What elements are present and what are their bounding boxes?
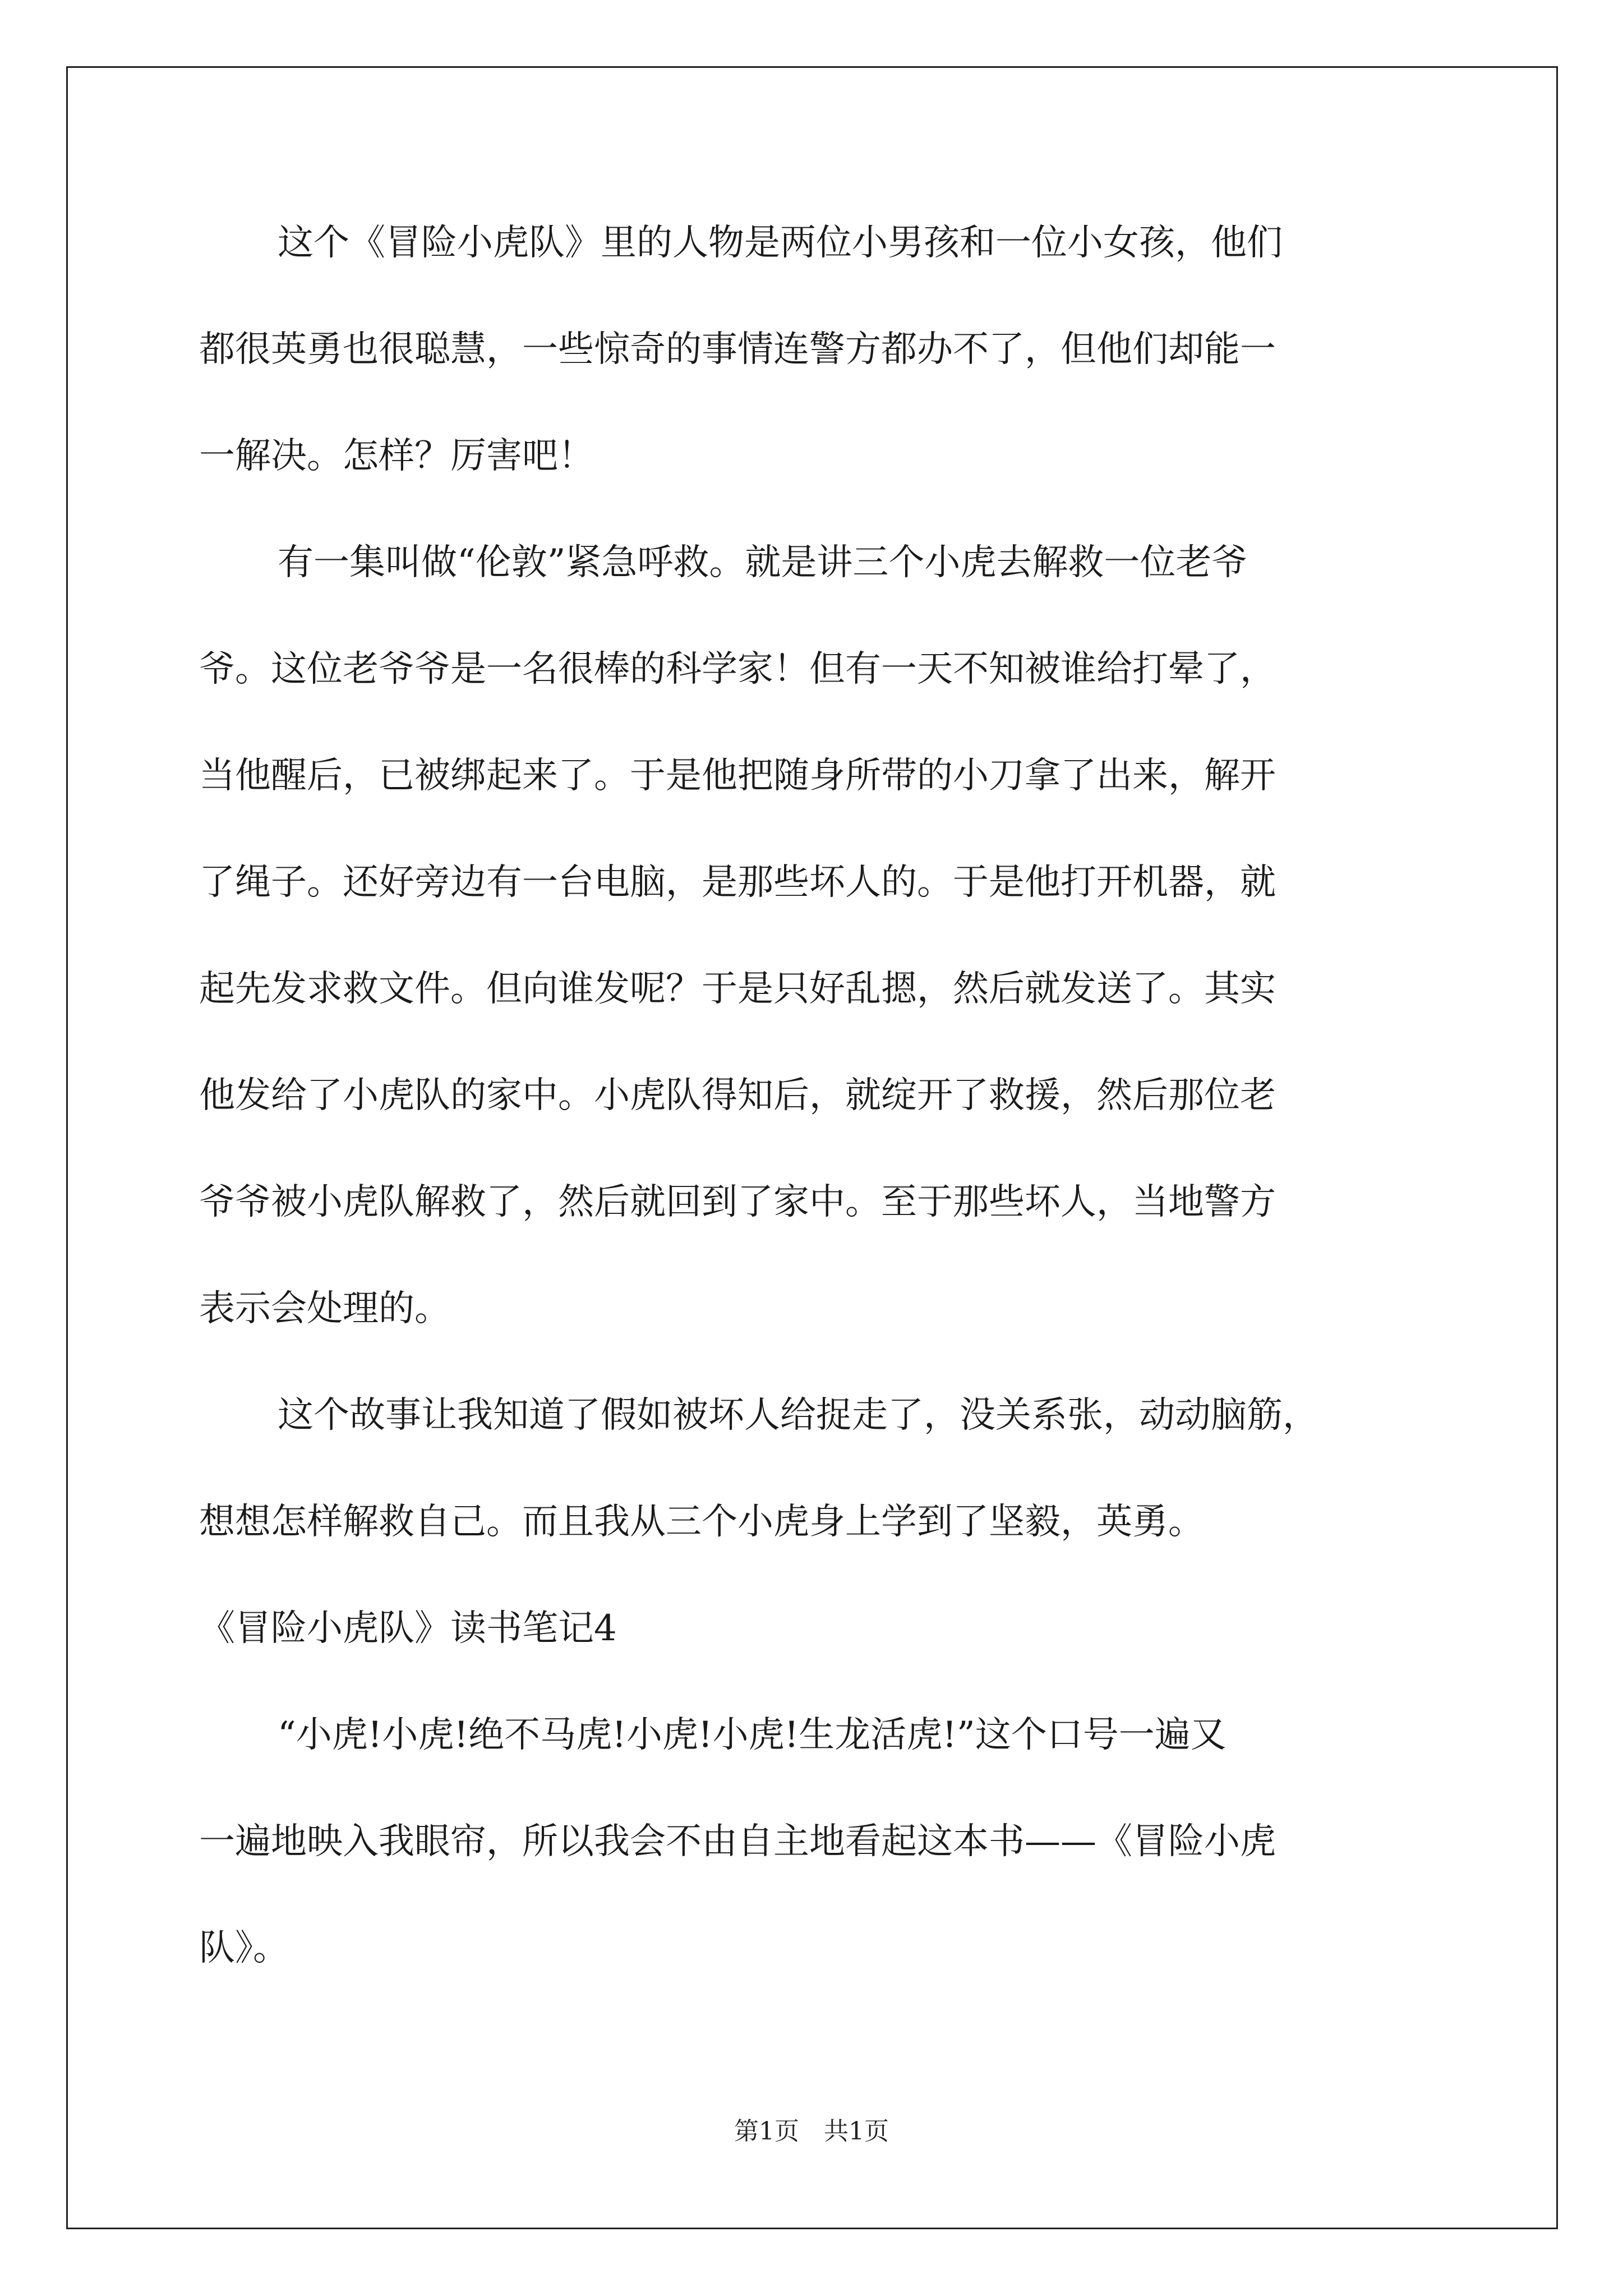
paragraph-2-line-6: 他发给了小虎队的家中。小虎队得知后，就绽开了救援，然后那位老: [199, 1075, 1276, 1116]
paragraph-3-line-2: 想想怎样解救自己。而且我从三个小虎身上学到了坚毅，英勇。: [199, 1501, 1204, 1543]
paragraph-2-line-2: 爷。这位老爷爷是一名很棒的科学家！但有一天不知被谁给打晕了，: [199, 648, 1276, 690]
paragraph-2-line-1: 有一集叫做“伦敦”紧急呼救。就是讲三个小虎去解救一位老爷: [278, 542, 1248, 583]
paragraph-1-line-1: 这个《冒险小虎队》里的人物是两位小男孩和一位小女孩，他们: [278, 222, 1283, 264]
paragraph-2-line-4: 了绳子。还好旁边有一台电脑，是那些坏人的。于是他打开机器，就: [199, 862, 1276, 903]
section-heading: 《冒险小虎队》读书笔记4: [199, 1608, 617, 1649]
paragraph-4-line-3: 队》。: [199, 1927, 289, 1969]
paragraph-2-line-8: 表示会处理的。: [199, 1288, 450, 1329]
paragraph-2-line-5: 起先发求救文件。但向谁发呢？于是只好乱摁，然后就发送了。其实: [199, 968, 1276, 1010]
paragraph-4-line-1: “小虎!小虎!绝不马虎!小虎!小虎!生龙活虎!”这个口号一遍又: [278, 1714, 1227, 1756]
page-number-footer: 第1页 共1页: [734, 2117, 889, 2146]
page-border: [66, 66, 1558, 2229]
paragraph-1-line-2: 都很英勇也很聪慧，一些惊奇的事情连警方都办不了，但他们却能一: [199, 329, 1276, 370]
paragraph-3-line-1: 这个故事让我知道了假如被坏人给捉走了，没关系张，动动脑筋，: [278, 1395, 1318, 1436]
paragraph-2-line-3: 当他醒后，已被绑起来了。于是他把随身所带的小刀拿了出来，解开: [199, 755, 1276, 797]
paragraph-2-line-7: 爷爷被小虎队解救了，然后就回到了家中。至于那些坏人，当地警方: [199, 1181, 1276, 1223]
paragraph-4-line-2: 一遍地映入我眼帘，所以我会不由自主地看起这本书——《冒险小虎: [199, 1821, 1276, 1862]
paragraph-1-line-3: 一解决。怎样？厉害吧！: [199, 435, 594, 477]
